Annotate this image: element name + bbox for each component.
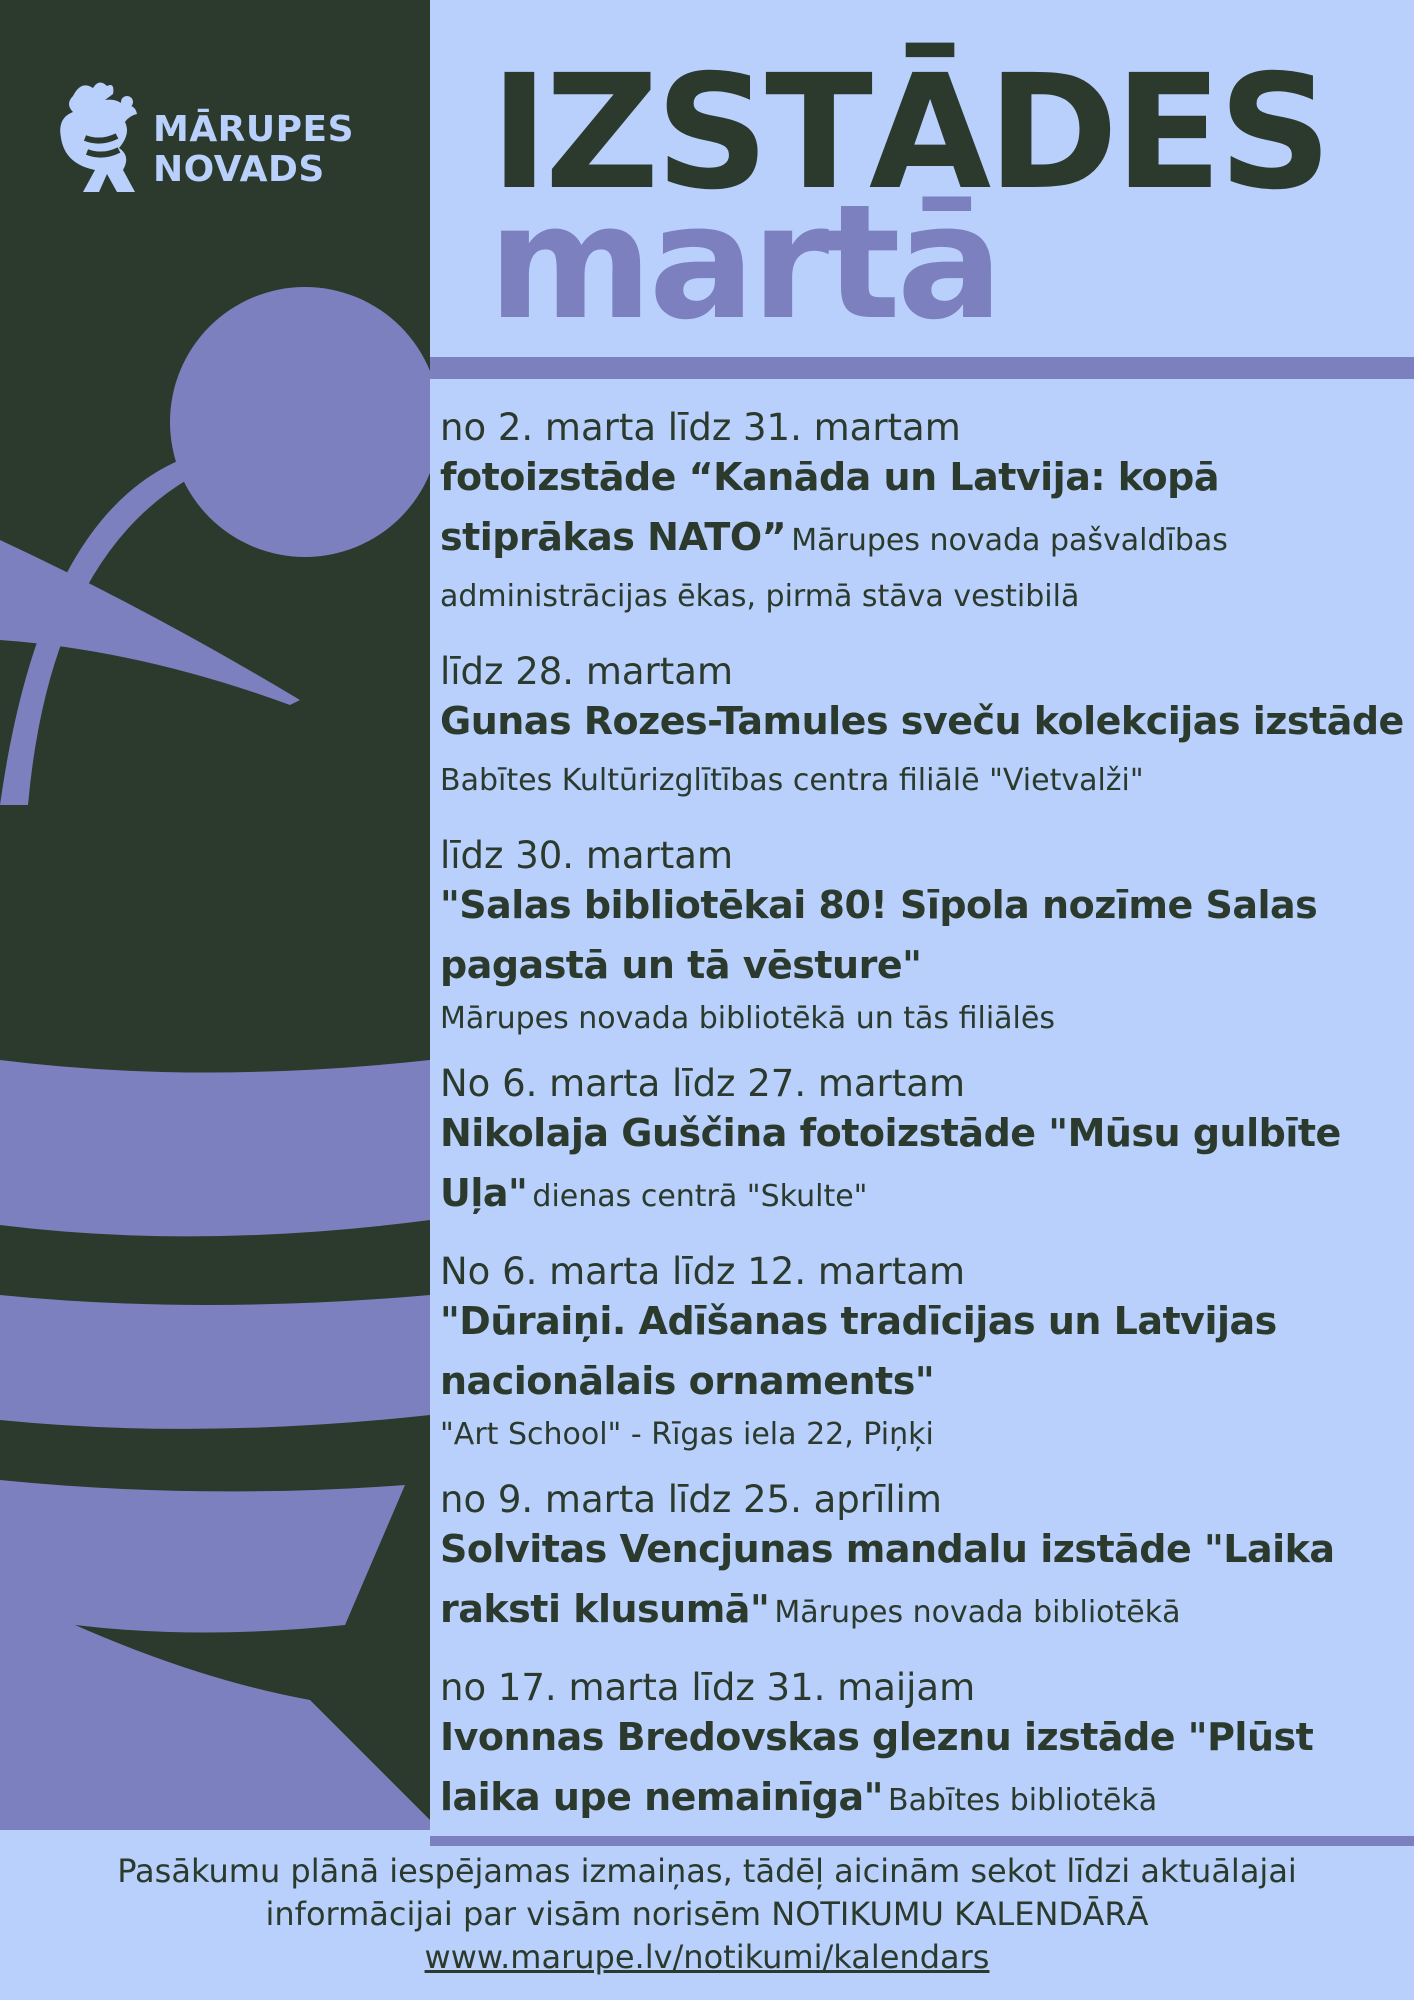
event-title: Ivonnas Bredovskas gleznu izstāde "Plūst laika upe nemainīga": [440, 1715, 1314, 1819]
event-place: Mārupes novada pašvaldības administrācijas ēkas, pirmā stāva vestibilā: [440, 523, 1228, 614]
event-place: Mārupes novada bibliotēkā: [774, 1595, 1181, 1630]
event-title: Solvitas Vencjunas mandalu izstāde "Laika raksti klusumā": [440, 1527, 1335, 1631]
page-subtitle: martā: [488, 178, 1000, 355]
event-title: "Dūraiņi. Adīšanas tradīcijas un Latvijas nacionālais ornaments": [440, 1299, 1277, 1403]
decorative-circle: [170, 287, 430, 557]
event-date: no 2. marta līdz 31. martam: [440, 406, 961, 449]
event-item: [440, 1477, 1410, 1643]
calendar-link[interactable]: www.marupe.lv/notikumi/kalendars: [424, 1938, 990, 1976]
event-item: [440, 833, 1410, 1039]
logo-line-2: NOVADS: [153, 149, 325, 190]
page-title: IZSTĀDES: [490, 41, 1329, 225]
event-item: [440, 405, 1410, 627]
event-date: no 9. marta līdz 25. aprīlim: [440, 1478, 942, 1521]
footer: [0, 1850, 1414, 1979]
footer-divider: [430, 1836, 1414, 1846]
event-place: dienas centrā "Skulte": [532, 1179, 868, 1214]
event-place: "Art School" - Rīgas iela 22, Piņķi: [440, 1417, 934, 1452]
decorative-stripe-1: [0, 1060, 430, 1236]
left-decorative-panel: [0, 0, 430, 1830]
decorative-stripe-2: [0, 1295, 430, 1429]
event-item: [440, 1665, 1410, 1831]
event-place: Mārupes novada bibliotēkā un tās filiālēs: [440, 1001, 1055, 1036]
event-item: [440, 1249, 1410, 1455]
decorative-tail: [0, 1480, 430, 1830]
logo-line-1: MĀRUPES: [153, 109, 355, 150]
event-title: "Salas bibliotēkai 80! Sīpola nozīme Salas pagastā un tā vēsture": [440, 883, 1318, 987]
marupe-logo: [55, 78, 395, 198]
rooster-icon: [55, 78, 145, 193]
title-divider: [430, 357, 1414, 379]
event-date: no 17. marta līdz 31. maijam: [440, 1666, 976, 1709]
event-item: [440, 649, 1410, 811]
event-date: līdz 30. martam: [440, 834, 733, 877]
logo-text: [153, 110, 354, 190]
decorative-bird-graphic: [0, 0, 430, 1830]
event-place: Babītes Kultūrizglītības centra filiālē "Vietvalži": [440, 763, 1144, 798]
footer-notice-line-1: Pasākumu plānā iespējamas izmaiņas, tādēļ aicinām sekot līdzi aktuālajai: [117, 1852, 1297, 1890]
event-title: fotoizstāde “Kanāda un Latvija: kopā stiprākas NATO”: [440, 455, 1219, 559]
event-date: No 6. marta līdz 27. martam: [440, 1062, 965, 1105]
event-date: No 6. marta līdz 12. martam: [440, 1250, 965, 1293]
event-title: Gunas Rozes-Tamules sveču kolekcijas izstāde: [440, 699, 1404, 743]
event-place: Babītes bibliotēkā: [888, 1783, 1158, 1818]
event-date: līdz 28. martam: [440, 650, 733, 693]
event-item: [440, 1061, 1410, 1227]
event-title: Nikolaja Guščina fotoizstāde "Mūsu gulbīte Uļa": [440, 1111, 1341, 1215]
footer-notice-line-2: informācijai par visām norisēm NOTIKUMU KALENDĀRĀ: [265, 1895, 1149, 1933]
event-list: [440, 405, 1410, 1853]
